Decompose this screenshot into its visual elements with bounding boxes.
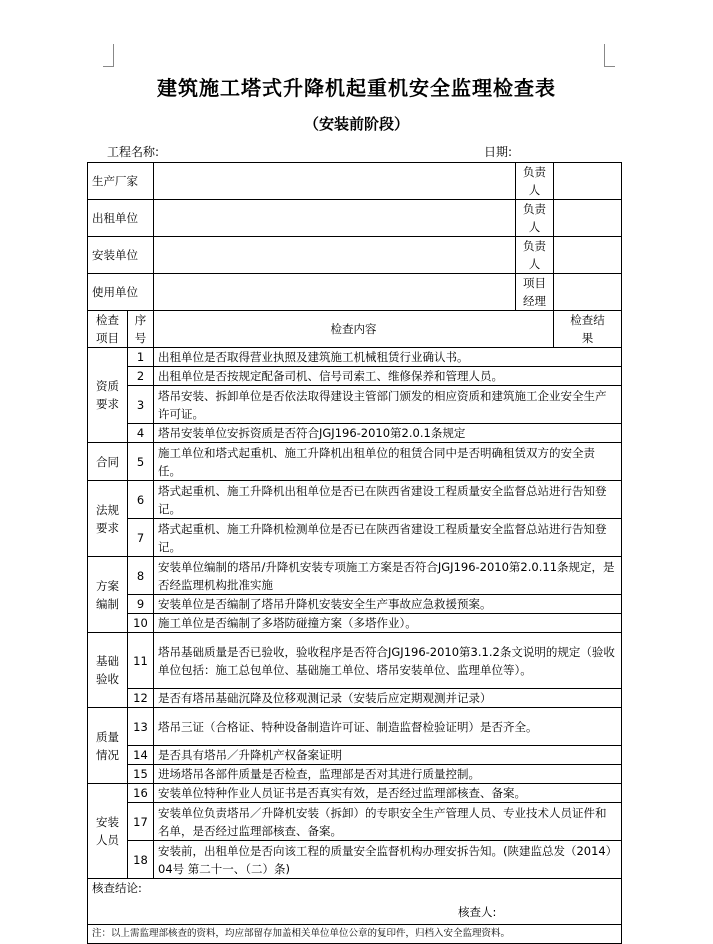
info-label: 使用单位 xyxy=(88,274,154,311)
check-content: 进场塔吊各部件质量是否检查，监理部是否对其进行质量控制。 xyxy=(154,765,622,784)
row-number: 3 xyxy=(128,386,154,424)
info-row xyxy=(88,237,622,274)
row-number: 11 xyxy=(128,633,154,689)
info-label: 出租单位 xyxy=(88,200,154,237)
row-number: 9 xyxy=(128,595,154,614)
info-row xyxy=(88,274,622,311)
conclusion-label: 核查结论: xyxy=(92,881,142,895)
conclusion-row xyxy=(88,879,622,925)
table-row xyxy=(88,595,622,614)
row-number: 2 xyxy=(128,367,154,386)
row-number: 6 xyxy=(128,481,154,519)
info-label: 生产厂家 xyxy=(88,163,154,200)
info-right-label: 负责人 xyxy=(516,163,554,200)
row-number: 16 xyxy=(128,784,154,803)
document-subtitle: （安装前阶段） xyxy=(303,115,409,133)
check-content: 施工单位和塔式起重机、施工升降机出租单位的租赁合同中是否明确租赁双方的安全责任。 xyxy=(154,443,622,481)
info-right-label: 项目经理 xyxy=(516,274,554,311)
check-content: 安装前，出租单位是否向该工程的质量安全监督机构办理安拆告知。(陕建监总发（2014）04号 第二十一、（二）条) xyxy=(154,841,622,879)
note-row xyxy=(88,925,622,944)
table-row xyxy=(88,633,622,689)
check-category: 合同 xyxy=(88,443,128,481)
info-right-value-field[interactable] xyxy=(554,274,622,311)
row-number: 13 xyxy=(128,708,154,746)
table-row xyxy=(88,557,622,595)
inspection-table xyxy=(87,162,622,944)
date-label: 日期: xyxy=(484,145,513,159)
row-number: 18 xyxy=(128,841,154,879)
row-number: 7 xyxy=(128,519,154,557)
info-value-field[interactable] xyxy=(154,274,516,311)
table-row xyxy=(88,841,622,879)
info-value-field[interactable] xyxy=(154,200,516,237)
row-number: 15 xyxy=(128,765,154,784)
check-content: 安装单位负责塔吊／升降机安装（拆卸）的专职安全生产管理人员、专业技术人员证件和名单，是否经过监理部核查、备案。 xyxy=(154,803,622,841)
table-row xyxy=(88,689,622,708)
check-category: 质量情况 xyxy=(88,708,128,784)
row-number: 4 xyxy=(128,424,154,443)
check-content: 安装单位编制的塔吊/升降机安装专项施工方案是否符合JGJ196-2010第2.0.11条规定，是否经监理机构批准实施 xyxy=(154,557,622,595)
check-content: 塔式起重机、施工升降机检测单位是否已在陕西省建设工程质量安全监督总站进行告知登记。 xyxy=(154,519,622,557)
table-row xyxy=(88,348,622,367)
row-number: 5 xyxy=(128,443,154,481)
check-content: 塔吊三证（合格证、特种设备制造许可证、制造监督检验证明）是否齐全。 xyxy=(154,708,622,746)
table-row xyxy=(88,614,622,633)
page-corner-mark xyxy=(103,44,114,67)
check-content: 塔吊基础质量是否已验收，验收程序是否符合JGJ196-2010第3.1.2条文说明的规定（验收单位包括：施工总包单位、基础施工单位、塔吊安装单位、监理单位等）。 xyxy=(154,633,622,689)
check-content: 是否具有塔吊／升降机产权备案证明 xyxy=(154,746,622,765)
row-number: 12 xyxy=(128,689,154,708)
header-result: 检查结果 xyxy=(554,311,622,348)
check-category: 资质要求 xyxy=(88,348,128,443)
check-content: 安装单位特种作业人员证书是否真实有效，是否经过监理部核查、备案。 xyxy=(154,784,622,803)
check-category: 方案编制 xyxy=(88,557,128,633)
info-value-field[interactable] xyxy=(154,237,516,274)
check-category: 法规要求 xyxy=(88,481,128,557)
info-row xyxy=(88,200,622,237)
check-content: 施工单位是否编制了多塔防碰撞方案（多塔作业）。 xyxy=(154,614,622,633)
row-number: 10 xyxy=(128,614,154,633)
info-label: 安装单位 xyxy=(88,237,154,274)
header-no: 序号 xyxy=(128,311,154,348)
info-right-value-field[interactable] xyxy=(554,237,622,274)
check-content: 塔吊安装单位安拆资质是否符合JGJ196-2010第2.0.1条规定 xyxy=(154,424,622,443)
check-content: 是否有塔吊基础沉降及位移观测记录（安装后应定期观测并记录） xyxy=(154,689,622,708)
check-content: 出租单位是否取得营业执照及建筑施工机械租赁行业确认书。 xyxy=(154,348,622,367)
table-row xyxy=(88,443,622,481)
table-row xyxy=(88,784,622,803)
table-row xyxy=(88,481,622,519)
check-category: 基础验收 xyxy=(88,633,128,708)
table-row xyxy=(88,803,622,841)
check-content: 塔式起重机、施工升降机出租单位是否已在陕西省建设工程质量安全监督总站进行告知登记。 xyxy=(154,481,622,519)
check-content: 安装单位是否编制了塔吊升降机安装安全生产事故应急救援预案。 xyxy=(154,595,622,614)
check-content: 塔吊安装、拆卸单位是否依法取得建设主管部门颁发的相应资质和建筑施工企业安全生产许可证。 xyxy=(154,386,622,424)
table-header-row xyxy=(88,311,622,348)
check-category: 安装人员 xyxy=(88,784,128,879)
info-right-value-field[interactable] xyxy=(554,163,622,200)
page-corner-mark xyxy=(604,44,615,67)
row-number: 8 xyxy=(128,557,154,595)
row-number: 1 xyxy=(128,348,154,367)
footnote: 注：以上需监理部核查的资料，均应部留存加盖相关单位单位公章的复印件，归档入安全监理资料。 xyxy=(88,925,622,944)
header-item: 检查项目 xyxy=(88,311,128,348)
check-content: 出租单位是否按规定配备司机、信号司索工、维修保养和管理人员。 xyxy=(154,367,622,386)
info-value-field[interactable] xyxy=(154,163,516,200)
info-right-label: 负责人 xyxy=(516,237,554,274)
conclusion-cell[interactable] xyxy=(88,879,622,925)
table-row xyxy=(88,424,622,443)
table-row xyxy=(88,367,622,386)
inspector-label: 核查人: xyxy=(458,905,497,919)
row-number: 14 xyxy=(128,746,154,765)
info-right-value-field[interactable] xyxy=(554,200,622,237)
row-number: 17 xyxy=(128,803,154,841)
info-row xyxy=(88,163,622,200)
table-row xyxy=(88,765,622,784)
project-name-label: 工程名称: xyxy=(107,145,160,159)
table-row xyxy=(88,708,622,746)
header-content: 检查内容 xyxy=(154,311,554,348)
document-title: 建筑施工塔式升降机起重机安全监理检查表 xyxy=(157,76,556,100)
table-row xyxy=(88,746,622,765)
info-right-label: 负责人 xyxy=(516,200,554,237)
table-row xyxy=(88,519,622,557)
table-row xyxy=(88,386,622,424)
